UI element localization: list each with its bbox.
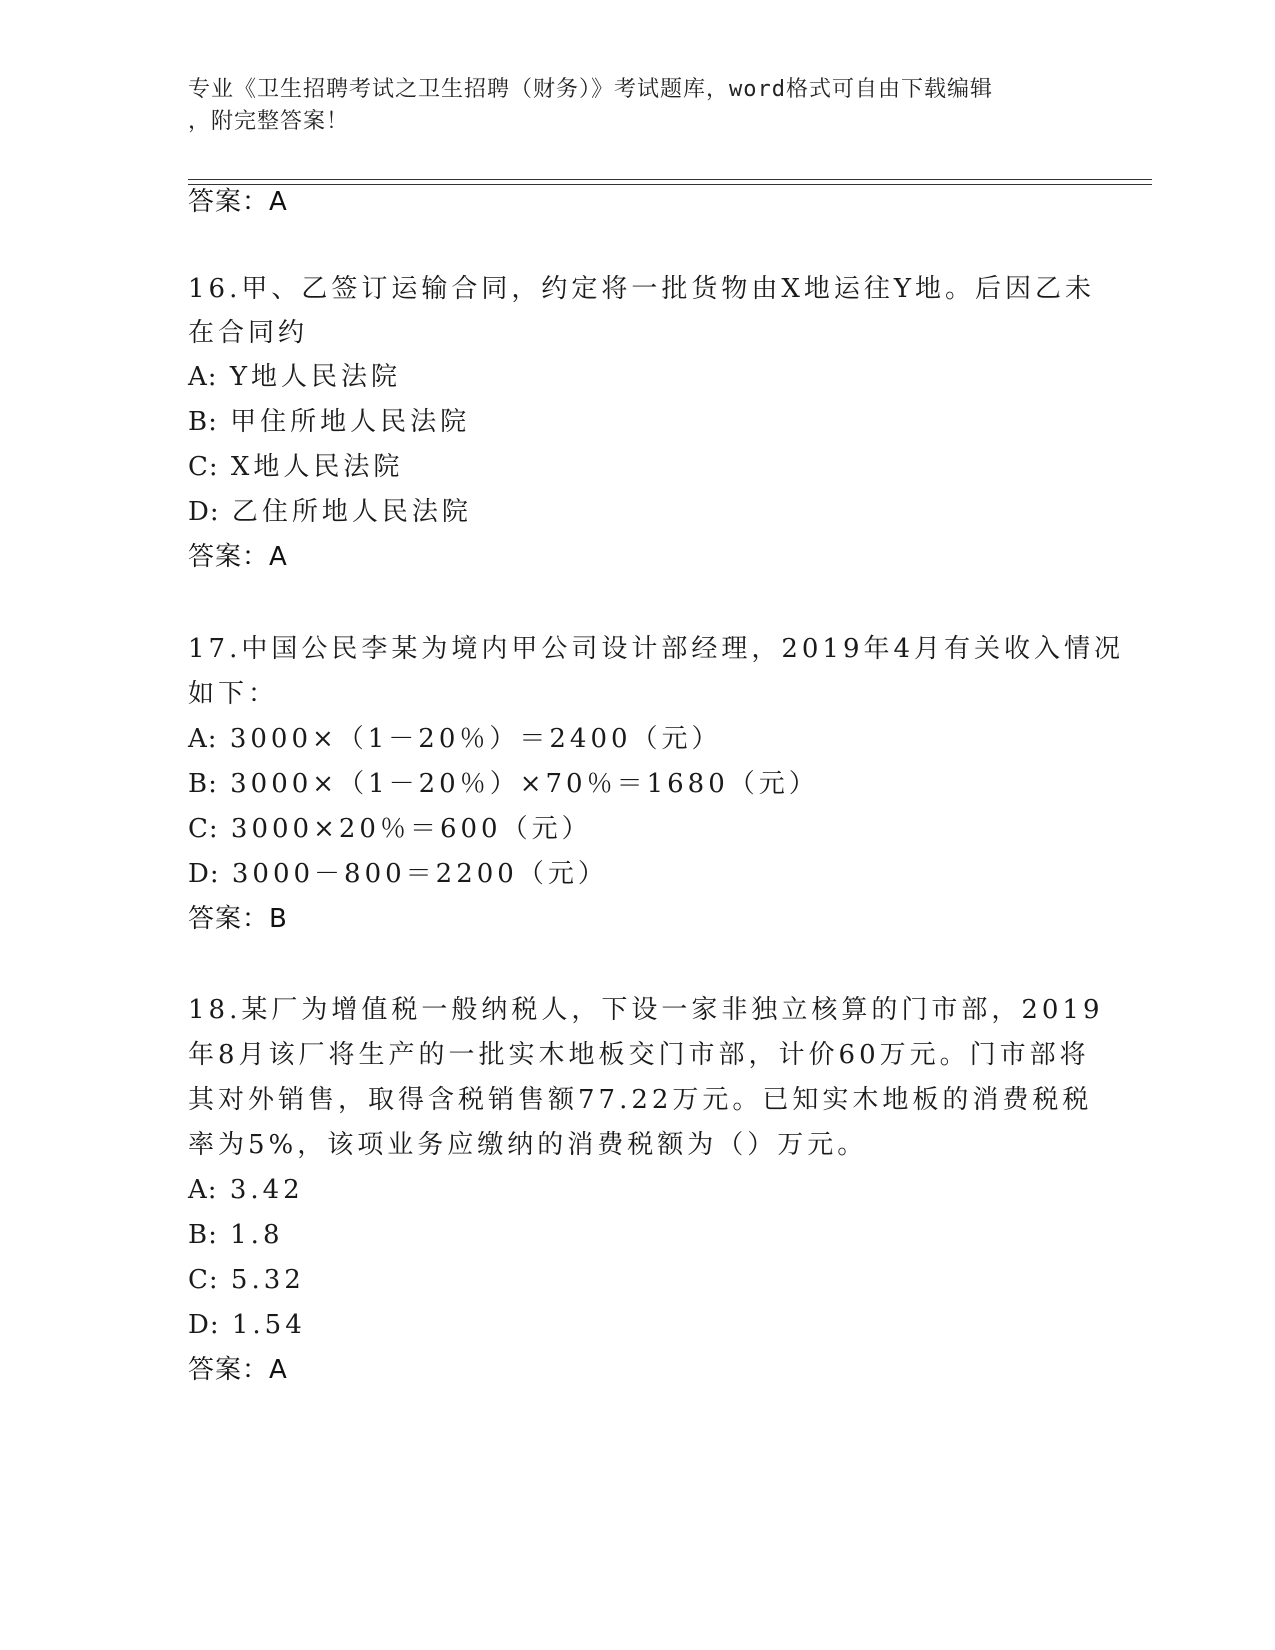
option-letter: D:	[188, 497, 220, 527]
q18-answer: 答案：A	[188, 1355, 288, 1385]
q18-stem-line-2: 年8月该厂将生产的一批实木地板交门市部，计价60万元。门市部将	[188, 1040, 1090, 1070]
option-letter: A:	[188, 1175, 218, 1205]
q18-option-d	[188, 1308, 306, 1342]
q18-option-a	[188, 1173, 304, 1207]
option-text: X地人民法院	[230, 452, 404, 482]
option-letter: C:	[188, 452, 219, 482]
answer-previous: 答案：A	[188, 187, 288, 217]
option-letter: D:	[188, 1310, 220, 1340]
option-letter: A:	[188, 362, 218, 392]
q18-stem-line-1: 18.某厂为增值税一般纳税人，下设一家非独立核算的门市部，2019	[188, 995, 1104, 1025]
option-letter: D:	[188, 859, 220, 889]
document-header	[188, 74, 1088, 138]
q17-option-a	[188, 722, 722, 756]
q16-stem-line-2: 在合同约	[188, 318, 309, 348]
q18-stem-line-4: 率为5%，该项业务应缴纳的消费税额为（）万元。	[188, 1130, 868, 1160]
q16-stem-line-1: 16.甲、乙签订运输合同，约定将一批货物由X地运往Y地。后因乙未	[188, 274, 1096, 304]
q18-stem-line-3: 其对外销售，取得含税销售额77.22万元。已知实木地板的消费税税	[188, 1085, 1093, 1115]
header-rule-bottom	[188, 184, 1152, 185]
option-letter: B:	[188, 1220, 218, 1250]
q16-option-c	[188, 450, 403, 484]
header-rule-top	[188, 179, 1152, 180]
option-text: 3000－800＝2200（元）	[231, 859, 608, 889]
q16-option-a	[188, 360, 401, 394]
option-text: 3000×20％＝600（元）	[230, 814, 592, 844]
option-text: 1.54	[231, 1310, 306, 1340]
option-letter: C:	[188, 1265, 219, 1295]
option-text: 3.42	[229, 1175, 304, 1205]
header-line-2: ，附完整答案！	[188, 109, 350, 134]
option-text: 乙住所地人民法院	[231, 497, 472, 527]
option-text: 甲住所地人民法院	[230, 407, 471, 437]
q17-option-c	[188, 812, 592, 846]
q17-option-d	[188, 857, 608, 891]
q16-option-b	[188, 405, 470, 439]
option-text: 3000×（1－20％）＝2400（元）	[229, 724, 722, 754]
q17-option-b	[188, 767, 819, 801]
option-letter: B:	[188, 769, 218, 799]
q18-option-c	[188, 1263, 305, 1297]
option-text: Y地人民法院	[229, 362, 401, 392]
q18-option-b	[188, 1218, 284, 1252]
q17-stem-line-2: 如下：	[188, 679, 279, 709]
q17-stem-line-1: 17.中国公民李某为境内甲公司设计部经理，2019年4月有关收入情况	[188, 634, 1125, 664]
option-letter: C:	[188, 814, 219, 844]
option-letter: A:	[188, 724, 218, 754]
option-letter: B:	[188, 407, 218, 437]
q16-option-d	[188, 495, 472, 529]
q16-answer: 答案：A	[188, 542, 288, 572]
option-text: 5.32	[230, 1265, 305, 1295]
q17-answer: 答案：B	[188, 904, 288, 934]
option-text: 3000×（1－20％）×70％＝1680（元）	[230, 769, 819, 799]
header-line-1: 专业《卫生招聘考试之卫生招聘（财务）》考试题库，word格式可自由下载编辑	[188, 77, 993, 102]
option-text: 1.8	[230, 1220, 284, 1250]
